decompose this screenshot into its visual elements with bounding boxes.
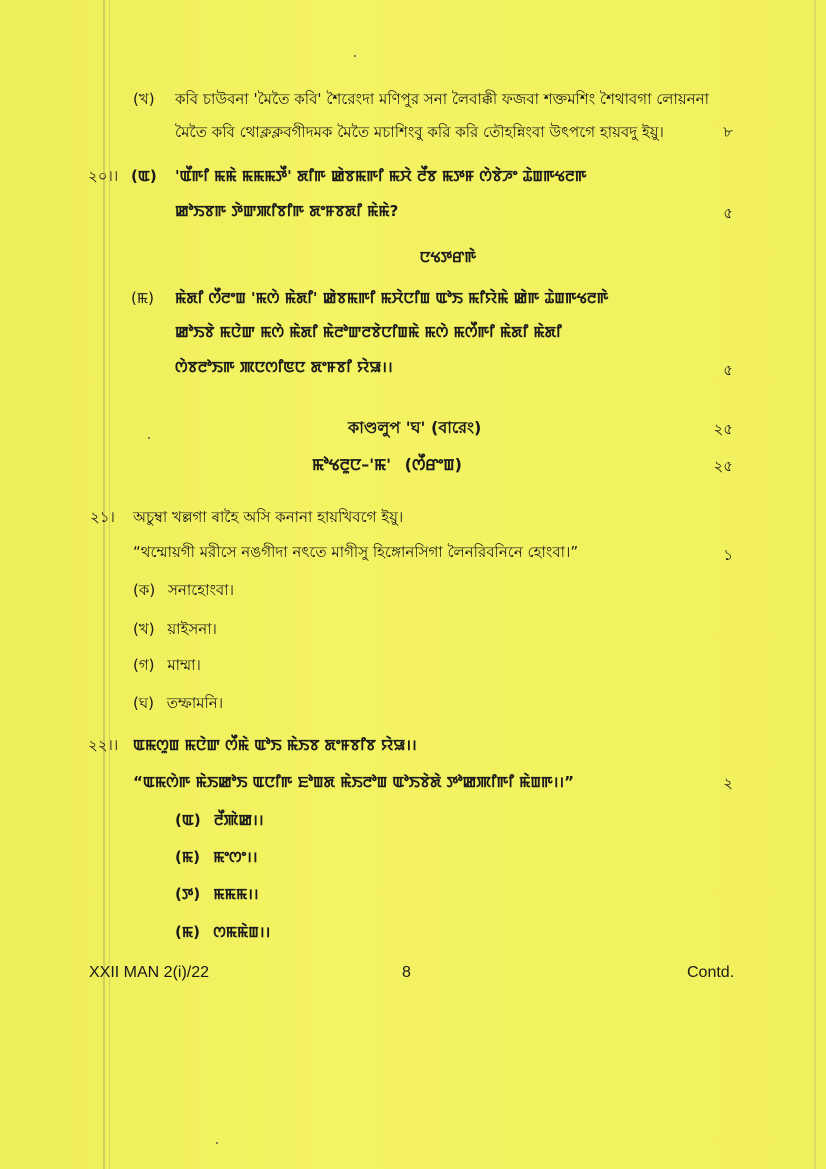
q22-option [175, 884, 259, 904]
q20-line1: 'ꯑꯩꯒꯤ ꯃꯃꯥ ꯃꯃꯃꯇꯩ' ꯗꯤꯒ ꯀꯥꯕꯃꯒꯤ ꯃꯆꯥ ꯂꯩꯕ ꯃꯇꯝ ꯁꯥꯕꯥꯍꯦ ꯊꯥꯡꯒꯠꯂꯒ [175, 167, 587, 185]
q-ma-line1: ꯃꯥꯗꯤ ꯁꯩꯂꯦꯡ 'ꯃꯁꯥ ꯃꯥꯗꯤ' ꯀꯥꯕꯃꯒꯤ ꯃꯆꯥꯅꯤꯡ ꯑꯣꯏ ꯃꯤꯌꯥꯃꯥ ꯀꯥꯒ ꯊꯥꯡꯒꯠꯂꯒꯥ [175, 289, 609, 307]
option-text: ꯃꯦꯁꯦ।। [213, 848, 258, 866]
continued-label: Contd. [687, 964, 735, 981]
option-label: (গ) [133, 656, 155, 674]
option-text: মাম্মা। [167, 656, 201, 674]
q22-option [175, 847, 258, 867]
page-edge-line [814, 0, 816, 1169]
q21-prompt: অচুম্বা খল্লগা ৰাহৈ অসি কনানা হায়খিবগে ইয়ু। [133, 508, 404, 526]
option-text: ꯁꯃꯃꯥꯡ।। [213, 923, 271, 941]
q-ma-marks: ৫ [723, 361, 733, 379]
q21-option [133, 619, 217, 639]
q21-option [133, 655, 201, 675]
q21-option [133, 580, 234, 600]
speck [216, 1142, 218, 1144]
section-title [312, 455, 462, 475]
q22-option [175, 922, 270, 942]
part-gha-title: কাণ্ডলুপ 'ঘ' (বারেং) [348, 418, 482, 437]
option-label: (ꯇ) [175, 885, 201, 903]
option-label: (ক) [133, 581, 156, 599]
q22-quote: “ꯑꯃꯁꯥꯒ ꯃꯥꯏꯀꯣꯏ ꯑꯅꯤꯒ ꯐꯣꯡꯗ ꯃꯥꯏꯂꯣꯡ ꯑꯣꯏꯕꯥꯗꯥ ꯇꯣꯀꯄꯤꯒꯤ ꯃꯥꯡꯒ।।” [133, 773, 574, 791]
option-text: য়াইসনা। [167, 620, 217, 638]
speck [354, 55, 356, 57]
option-label: (ꯑ) [175, 811, 201, 829]
option-label: (ꯃ) [175, 923, 200, 941]
q21-marks: ১ [723, 546, 733, 564]
q-kha-label: (খ) [133, 90, 155, 108]
paper-code: XXII MAN 2(i)/22 [89, 964, 210, 981]
q-ma-line2: ꯀꯣꯏꯕꯥ ꯃꯅꯥꯛ ꯃꯁꯥ ꯃꯥꯗꯤ ꯃꯥꯂꯣꯛꯂꯕꯥꯅꯤꯡꯃꯥ ꯃꯁꯥ ꯃꯁꯩꯒꯤ ꯃꯥꯗꯤ ꯃꯥꯗꯤ [175, 323, 562, 341]
option-label: (ꯃ) [175, 848, 200, 866]
section-title-text: ꯃꯣꯠꯂꯨꯅ–'ꯃ' [312, 455, 392, 474]
or-divider: ꯅꯠꯇꯔꯒꯥ [419, 248, 477, 266]
q-kha-line1: কবি চাউবনা 'মৈতৈ কবি' শৈরেংদা মণিপুর সনা লৈবাক্কী ফজবা শক্তমশিং শৈথাবগা লোয়ননা [175, 90, 709, 108]
option-text: ꯂꯩꯄꯥꯀ।। [213, 811, 264, 829]
q20-number: ২০।। [88, 167, 119, 185]
section-marks: ২৫ [713, 457, 733, 475]
q20-line2: ꯀꯣꯏꯕꯒ ꯇꯥꯛꯄꯤꯕꯤꯒ ꯗꯦꯝꯕꯗꯤ ꯃꯥꯃꯥ? [175, 202, 399, 220]
q-ma-label: (ꯃ) [131, 289, 154, 307]
q20-marks: ৫ [723, 204, 733, 222]
q20-label: (ꯑ) [131, 167, 157, 185]
section-title-suffix: (ꯁꯩꯔꯦꯡ) [404, 455, 462, 474]
part-gha-marks: ২৫ [713, 420, 733, 438]
q22-number: ২২।। [88, 736, 119, 754]
speck [148, 437, 150, 439]
q21-option [133, 693, 223, 713]
q22-marks: ২ [723, 774, 733, 792]
option-label: (খ) [133, 620, 155, 638]
option-text: সনাহোংবা। [167, 581, 234, 599]
option-text: তম্ফামনি। [166, 694, 224, 712]
q22-prompt: ꯑꯃꯁꯨꯡ ꯃꯅꯥꯛ ꯁꯩꯃꯥ ꯑꯣꯏ ꯃꯥꯏꯕ ꯗꯦꯝꯕꯤꯕ ꯌꯥꯎ।। [133, 736, 417, 754]
page-number: 8 [402, 964, 411, 981]
q21-quote: “থম্মোয়গী মরীসে নঙগীদা নৎতে মাগীসু হিঙ্গোনসিগা লৈনরিবনিনে হোংবা।” [133, 543, 579, 561]
q22-option [175, 810, 264, 830]
option-label: (ঘ) [133, 694, 154, 712]
q-ma-line3: ꯁꯥꯕꯂꯣꯏꯒ ꯄꯅꯁꯤꯟꯅ ꯗꯦꯝꯕꯤ ꯌꯥꯎ।। [175, 358, 393, 376]
q-kha-line2: মৈতৈ কবি থোক্লক্লবগীদমক মৈতৈ মচাশিংবু করি করি তৌহন্নিংবা উৎপগে হায়বদু ইয়ু। [175, 123, 664, 141]
option-text: ꯃꯃꯃ।। [213, 885, 259, 903]
q21-number: ২১। [90, 508, 115, 526]
q-kha-marks: ৮ [723, 123, 733, 141]
